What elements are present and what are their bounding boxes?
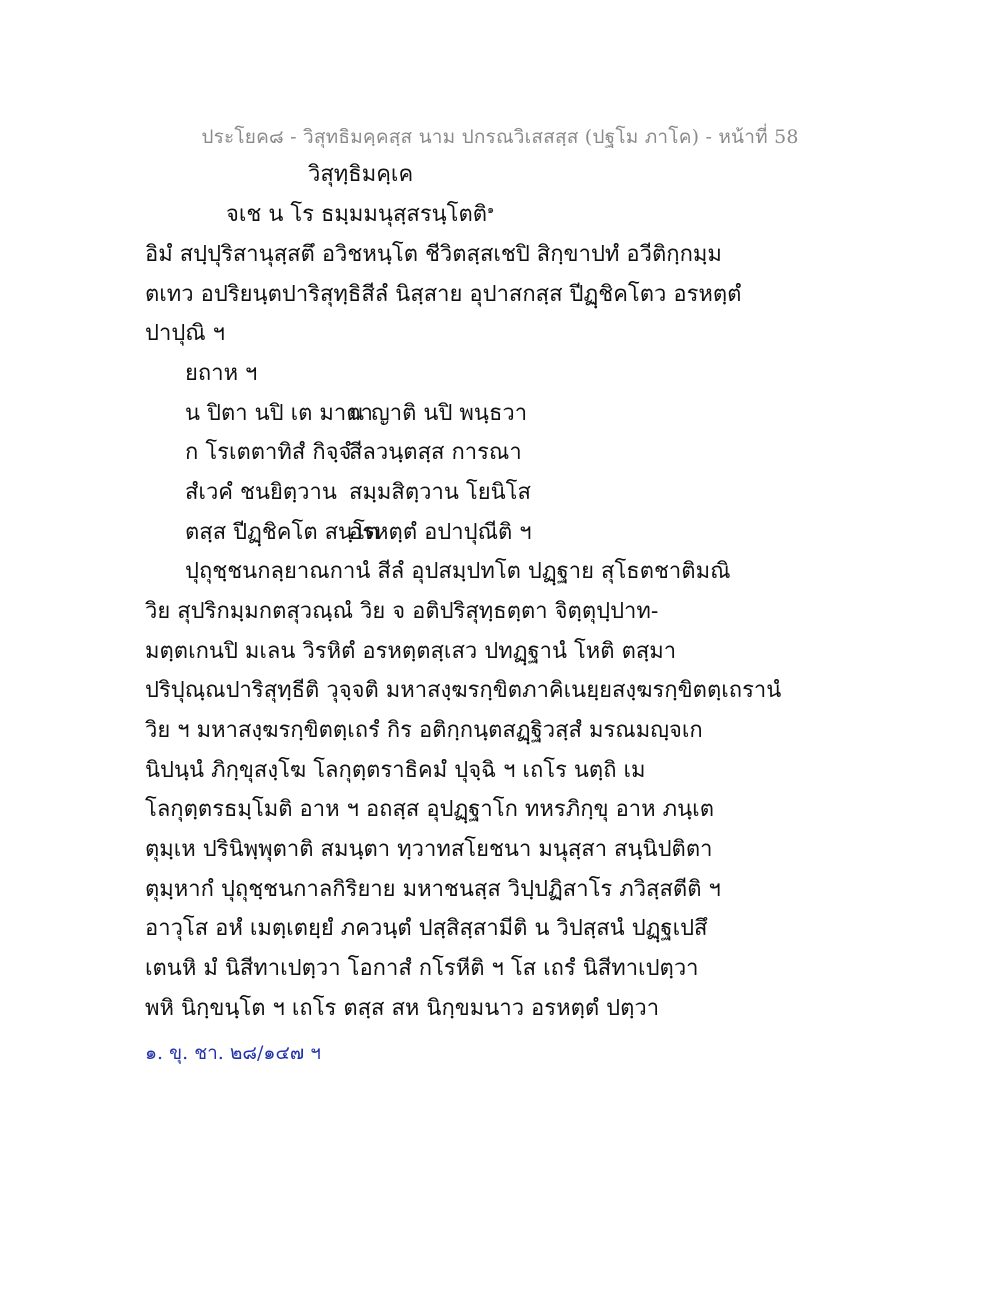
paragraph-2-line-2: วิย สุปริกมฺมกตสุวณฺณํ วิย จ อติปริสุทฺธตฺตา จิตฺตุปฺปาท- — [145, 599, 659, 624]
verse-line-4 — [185, 522, 532, 544]
verse-line-1 — [185, 403, 527, 425]
paragraph-1-line-2: ตเทว อปริยนฺตปาริสุทฺธิสีลํ นิสฺสาย อุปาสกสฺส ปีฏฺชิคโตว อรหตฺตํ — [145, 282, 742, 307]
verse-4-second-half: อรหตฺตํ อปาปุณีติ ฯ — [349, 520, 532, 545]
footnote: ๑. ขุ. ชา. ๒๘/๑๔๗ ฯ — [145, 1042, 321, 1064]
yathaha-line: ยถาห ฯ — [185, 361, 258, 386]
paragraph-1-line-3: ปาปุณิ ฯ — [145, 321, 226, 346]
verse-1-second-half: น ญาติ นปิ พนฺธวา — [349, 401, 528, 426]
verse-1-first-half: น ปิตา นปิ เต มาตา — [185, 401, 373, 426]
paragraph-2-line-8: ตุมฺเห ปรินิพฺพุตาติ สมนฺตา ทฺวาทสโยชนา มนุสฺสา สนฺนิปติตา — [145, 837, 713, 862]
paragraph-2-line-1: ปุถุชฺชนกลฺยาณกานํ สีลํ อุปสมฺปทโต ปฏฺฐาย สุโธตชาติมณิ — [185, 559, 731, 584]
verse-2-first-half: ก โรเตตาทิสํ กิจฺจํ — [185, 440, 352, 465]
verse-3-first-half: สํเวคํ ชนยิตฺวาน — [185, 480, 337, 505]
verse-2-second-half: สีลวนฺตสฺส การณา — [349, 440, 522, 465]
verse-line-3 — [185, 482, 531, 504]
paragraph-2-line-5: วิย ฯ มหาสงฺฆรกฺขิตตฺเถรํ กิร อติกฺกนฺตสฏฺฐิวสฺสํ มรณมญฺจเก — [145, 718, 703, 743]
paragraph-2-line-6: นิปนฺนํ ภิกฺขุสงฺโฆ โลกุตฺตราธิคมํ ปุจฺฉิ ฯ เถโร นตฺถิ เม — [145, 758, 646, 783]
verse-3-second-half: สมฺมสิตฺวาน โยนิโส — [349, 480, 531, 505]
paragraph-2-line-11: เตนหิ มํ นิสีทาเปตฺวา โอกาสํ กโรหีติ ฯ โส เถรํ นิสีทาเปตฺวา — [145, 956, 699, 981]
footnote-marker: ๑ — [487, 203, 495, 216]
paragraph-2-line-12: พหิ นิกฺขนฺโต ฯ เถโร ตสฺส สห นิกฺขมนาว อรหตฺตํ ปตฺวา — [145, 996, 660, 1021]
paragraph-1-line-1: อิมํ สปฺปุริสานุสฺสตึ อวิชหนฺโต ชีวิตสฺสเชปิ สิกฺขาปทํ อวีติกฺกมฺม — [145, 242, 722, 267]
paragraph-2-line-7: โลกุตฺตรธมฺโมติ อาห ฯ อถสฺส อุปฏฺฐาโก ทหรภิกฺขุ อาห ภนฺเต — [145, 797, 714, 822]
paragraph-2-line-4: ปริปุณฺณปาริสุทฺธีติ วุจฺจติ มหาสงฺฆรกฺขิตภาคิเนยฺยสงฺฆรกฺขิตตฺเถรานํ — [145, 678, 782, 703]
paragraph-2-line-10: อาวุโส อหํ เมตฺเตยฺยํ ภควนฺตํ ปสฺสิสฺสามีติ น วิปสฺสนํ ปฏฺฐเปสึ — [145, 916, 708, 941]
subsection-title — [226, 204, 494, 226]
subsection-title-text: จเช น โร ธมฺมมนุสฺสรนฺโตติ — [226, 202, 488, 227]
verse-line-2 — [185, 442, 522, 464]
paragraph-2-line-9: ตุมฺหากํ ปุถุชฺชนกาลกิริยาย มหาชนสฺส วิปฺปฏิสาโร ภวิสฺสตีติ ฯ — [145, 877, 721, 902]
page-header: ประโยค๘ - วิสุทธิมคฺคสฺส นาม ปกรณวิเสสสฺส (ปฐโม ภาโค) - หน้าที่ 58 — [201, 126, 799, 148]
paragraph-2-line-3: มตฺตเกนปิ มเลน วิรหิตํ อรหตฺตสฺเสว ปทฏฺฐานํ โหติ ตสฺมา — [145, 639, 677, 664]
verse-4-first-half: ตสฺส ปีฏฺชิคโต สนฺโต — [185, 520, 380, 545]
section-title: วิสุทฺธิมคฺเค — [308, 162, 414, 187]
